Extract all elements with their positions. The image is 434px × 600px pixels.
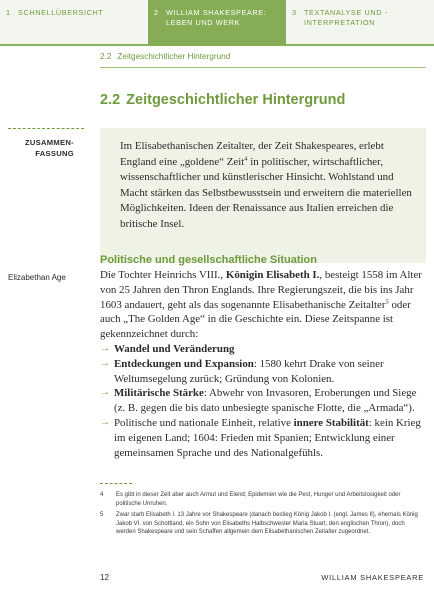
tab-schnelluebersicht[interactable] xyxy=(0,0,148,46)
item-text: : kein Krieg im eigenen Land; 1604: Frieden mit Spanien; Entwicklung einer gemeinsamen Sprache und des Nationalgefühls. xyxy=(114,416,421,459)
characteristics-list xyxy=(100,342,427,460)
summary-text: Im Elisabethanischen Zeitalter, der Zeit Shakespeares, erlebt England eine „goldene“ Zeit xyxy=(120,140,384,168)
intro-paragraph xyxy=(100,268,427,342)
breadcrumb-number: 2.2 xyxy=(100,52,112,61)
tab-number: 1 xyxy=(6,8,11,17)
breadcrumb xyxy=(100,52,230,61)
running-footer-title: WILLIAM SHAKESPEARE xyxy=(321,573,424,582)
tab-number: 2 xyxy=(154,8,159,17)
arrow-icon: → xyxy=(100,357,110,369)
item-bold: innere Stabilität xyxy=(293,416,369,429)
subsection-title: Politische und gesellschaftliche Situation xyxy=(100,254,317,266)
tab-leben-und-werk[interactable] xyxy=(148,0,286,46)
summary-margin-label: ZUSAMMEN-FASSUNG xyxy=(24,138,74,158)
item-bold: Militärische Stärke xyxy=(114,387,204,400)
item-bold: Wandel und Veränderung xyxy=(114,342,235,355)
tab-textanalyse[interactable] xyxy=(286,0,434,46)
body-text xyxy=(100,268,427,460)
section-title: Zeitgeschichtlicher Hintergrund xyxy=(126,92,346,108)
item-text: : 1580 kehrt Drake von seiner Weltumsegelung zurück; Gründung von Kolonien. xyxy=(114,357,384,385)
chapter-tabs xyxy=(0,0,434,46)
tab-label: SCHNELLÜBERSICHT xyxy=(18,8,104,17)
list-item xyxy=(100,357,427,387)
footnote-divider xyxy=(100,483,132,484)
margin-dash-divider xyxy=(8,128,84,129)
page-number: 12 xyxy=(100,573,109,582)
footnote xyxy=(100,511,426,537)
tab-label: TEXTANALYSE UND -INTERPRETATION xyxy=(304,8,388,27)
section-number: 2.2 xyxy=(100,92,121,108)
elizabethan-age-margin-label: Elizabethan Age xyxy=(8,273,66,282)
arrow-icon: → xyxy=(100,387,110,399)
footnote-ref[interactable]: 4 xyxy=(244,154,248,162)
footnote-number: 5 xyxy=(100,512,104,519)
summary-text-cont: in politischer, wirtschaftlicher, wissenschaftlicher und künstlerischer Hinsicht. Wohlstand und Macht stärken das Selbstbewusstsein und erweitern die materiellen Möglichkeiten. Ideen der Renaissance aus Italien erreichen die britische Insel. xyxy=(120,155,412,230)
arrow-icon: → xyxy=(100,342,110,354)
arrow-icon: → xyxy=(100,416,110,428)
footnotes xyxy=(100,491,426,540)
footnote-number: 4 xyxy=(100,492,104,498)
para-bold: Königin Elisabeth I. xyxy=(225,269,320,281)
para-text: , besteigt 1558 im Alter von 25 Jahren den Thron Englands. Ihre Regierungszeit, die bis ins Jahr 1603 andauert, geht als das sogenannte Elisabethanische Zeitalter xyxy=(100,269,422,311)
tab-number: 3 xyxy=(292,8,297,17)
list-item xyxy=(100,386,427,416)
tab-label: WILLIAM SHAKESPEARE: LEBEN UND WERK xyxy=(166,8,267,27)
list-item xyxy=(100,416,427,460)
header-divider xyxy=(100,67,426,68)
footnote-text: Zwar starb Elisabeth I. 13 Jahre vor Shakespeare (danach bestieg König Jakob I. (engl. James II), ehemals König Jakob VI. von Schottland, ein Sohn von Elisabeths Halbschwester Maria Stuart, den englischen Thron), doch werden Shakespeare und sein Schaffen allgemein dem Elisabethanischen Zeitalter zugeordnet. xyxy=(116,512,418,536)
footnote-text: Es gibt in dieser Zeit aber auch Armut und Elend; Epidemien wie die Pest, Hunger und Arbeitslosigkeit oder politische Unruhen. xyxy=(116,492,401,507)
footnote-ref[interactable]: 5 xyxy=(385,297,389,305)
footnote xyxy=(100,491,426,508)
breadcrumb-title: Zeitgeschichtlicher Hintergrund xyxy=(117,52,231,61)
para-text: oder auch „The Golden Age“ in die Geschichte ein. Diese Zeitspanne ist gekennzeichnet durch: xyxy=(100,298,411,341)
item-text: Politische und nationale Einheit, relative xyxy=(114,416,294,429)
para-text: Die Tochter Heinrichs VIII., xyxy=(100,269,226,281)
list-item xyxy=(100,342,427,357)
summary-box xyxy=(100,128,426,263)
item-bold: Entdeckungen und Expansion xyxy=(114,357,254,370)
item-text: : Abwehr von Invasoren, Eroberungen und Siege (z. B. gegen die bis dato unbesiegte spanische Flotte, die „Armada“). xyxy=(114,387,417,415)
page-title xyxy=(100,92,345,108)
